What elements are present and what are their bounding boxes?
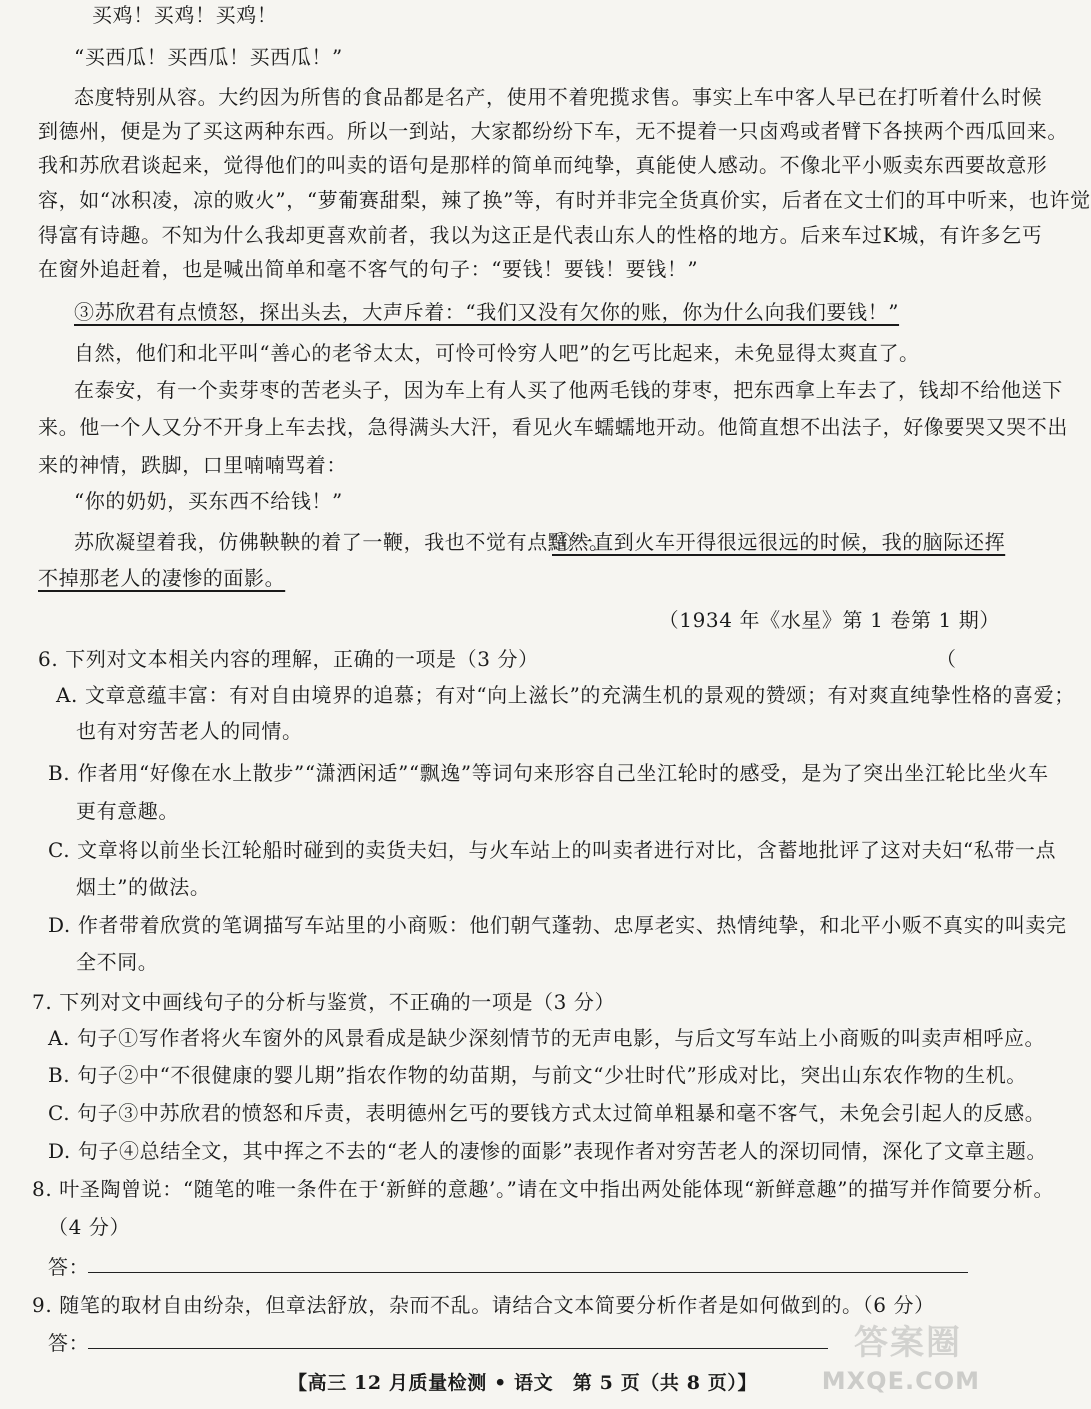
passage-line: “你的奶奶，买东西不给钱！”	[74, 489, 343, 513]
option-b: B. 作者用“好像在水上散步”“潇洒闲适”“飘逸”等词句来形容自己坐江轮时的感受，是为了突出坐江轮比坐火车	[48, 761, 1049, 785]
passage-line: 态度特别从容。大约因为所售的食品都是名产，使用不着兜揽求售。事实上车中客人早已在打听着什么时候	[74, 85, 1043, 109]
question-6-stem: 6. 下列对文本相关内容的理解，正确的一项是（3 分）	[38, 647, 539, 671]
option-c-cont: 烟土”的做法。	[76, 875, 211, 899]
passage-line: 得富有诗趣。不知为什么我却更喜欢前者，我以为这正是代表山东人的性格的地方。后来车过K城，有许多乞丐	[38, 223, 1043, 247]
answer-label: 答：	[48, 1331, 90, 1355]
answer-line[interactable]	[88, 1347, 828, 1349]
question-8-stem: 8. 叶圣陶曾说：“随笔的唯一条件在于‘新鲜的意趣’。”请在文中指出两处能体现“新鲜意趣”的描写并作简要分析。	[32, 1177, 1055, 1201]
passage-source: （1934 年《水星》第 1 卷第 1 期）	[658, 608, 1000, 632]
passage-line: 到德州，便是为了买这两种东西。所以一到站，大家都纷纷下车，无不提着一只卤鸡或者臂下各挟两个西瓜回来。	[38, 119, 1068, 143]
underlined-sentence-4: ④一直到火车开得很远很远的时候，我的脑际还挥	[552, 530, 1006, 554]
watermark-text: 答案圈	[854, 1323, 962, 1363]
option-d: D. 作者带着欣赏的笔调描写车站里的小商贩：他们朝气蓬勃、忠厚老实、热情纯挚，和北平小贩不真实的叫卖完	[48, 913, 1067, 937]
passage-line: 苏欣凝望着我，仿佛鞅鞅的着了一鞭，我也不觉有点黯然。	[74, 530, 610, 554]
option-b-cont: 更有意趣。	[76, 799, 179, 823]
question-7-stem: 7. 下列对文中画线句子的分析与鉴赏，不正确的一项是（3 分）	[32, 990, 616, 1014]
passage-line: 在泰安，有一个卖芽枣的苦老头子，因为车上有人买了他两毛钱的芽枣，把东西拿上车去了，钱却不给他送下	[74, 378, 1063, 402]
underlined-sentence-3: ③苏欣君有点愤怒，探出头去，大声斥着：“我们又没有欠你的账，你为什么向我们要钱！”	[74, 300, 900, 324]
option-a: A. 文章意蕴丰富：有对自由境界的追慕；有对“向上滋长”的充满生机的景观的赞颂；有对爽直纯挚性格的喜爱；	[56, 683, 1075, 707]
underlined-sentence-4-cont: 不掉那老人的凄惨的面影。	[38, 566, 286, 590]
watermark-url: MXQE.COM	[821, 1367, 980, 1395]
option-d-cont: 全不同。	[76, 950, 159, 974]
passage-line: 来。他一个人又分不开身上车去找，急得满头大汗，看见火车蠕蠕地开动。他简直想不出法子，好像要哭又哭不出	[38, 415, 1068, 439]
passage-line: 自然，他们和北平叫“善心的老爷太太，可怜可怜穷人吧”的乞丐比起来，未免显得太爽直了。	[74, 341, 920, 365]
question-8-points: （4 分）	[48, 1215, 131, 1239]
option-a: A. 句子①写作者将火车窗外的风景看成是缺少深刻情节的无声电影，与后文写车站上小商贩的叫卖声相呼应。	[48, 1026, 1046, 1050]
passage-line: “买西瓜！买西瓜！买西瓜！”	[74, 45, 343, 69]
question-9-stem: 9. 随笔的取材自由纷杂，但章法舒放，杂而不乱。请结合文本简要分析作者是如何做到的。（6 分）	[32, 1293, 935, 1317]
passage-line: 买鸡！买鸡！买鸡！	[92, 3, 278, 27]
passage-line: 来的神情，跌脚，口里喃喃骂着：	[38, 453, 347, 477]
answer-label: 答：	[48, 1255, 90, 1279]
passage-line: 容，如“冰积凌，凉的败火”，“萝葡赛甜梨，辣了换”等，有时并非完全货真价实，后者在文士们的耳中听来，也许觉	[38, 188, 1091, 212]
option-d: D. 句子④总结全文，其中挥之不去的“老人的凄惨的面影”表现作者对穷苦老人的深切同情，深化了文章主题。	[48, 1139, 1048, 1163]
answer-bracket: （	[936, 647, 957, 671]
answer-line[interactable]	[88, 1271, 968, 1273]
option-b: B. 句子②中“不很健康的婴儿期”指农作物的幼苗期，与前文“少壮时代”形成对比，突出山东农作物的生机。	[48, 1063, 1027, 1087]
watermark-logo	[796, 1307, 986, 1399]
option-c: C. 句子③中苏欣君的愤怒和斥责，表明德州乞丐的要钱方式太过简单粗暴和毫不客气，未免会引起人的反感。	[48, 1101, 1046, 1125]
passage-line: 在窗外追赶着，也是喊出简单和毫不客气的句子：“要钱！要钱！要钱！”	[38, 257, 699, 281]
page-footer: 【高三 12 月质量检测 • 语文 第 5 页（共 8 页）】	[288, 1372, 758, 1394]
passage-line: 我和苏欣君谈起来，觉得他们的叫卖的语句是那样的简单而纯挚，真能使人感动。不像北平小贩卖东西要故意形	[38, 153, 1048, 177]
option-a-cont: 也有对穷苦老人的同情。	[76, 719, 303, 743]
option-c: C. 文章将以前坐长江轮船时碰到的卖货夫妇，与火车站上的叫卖者进行对比，含蓄地批评了这对夫妇“私带一点	[48, 838, 1057, 862]
